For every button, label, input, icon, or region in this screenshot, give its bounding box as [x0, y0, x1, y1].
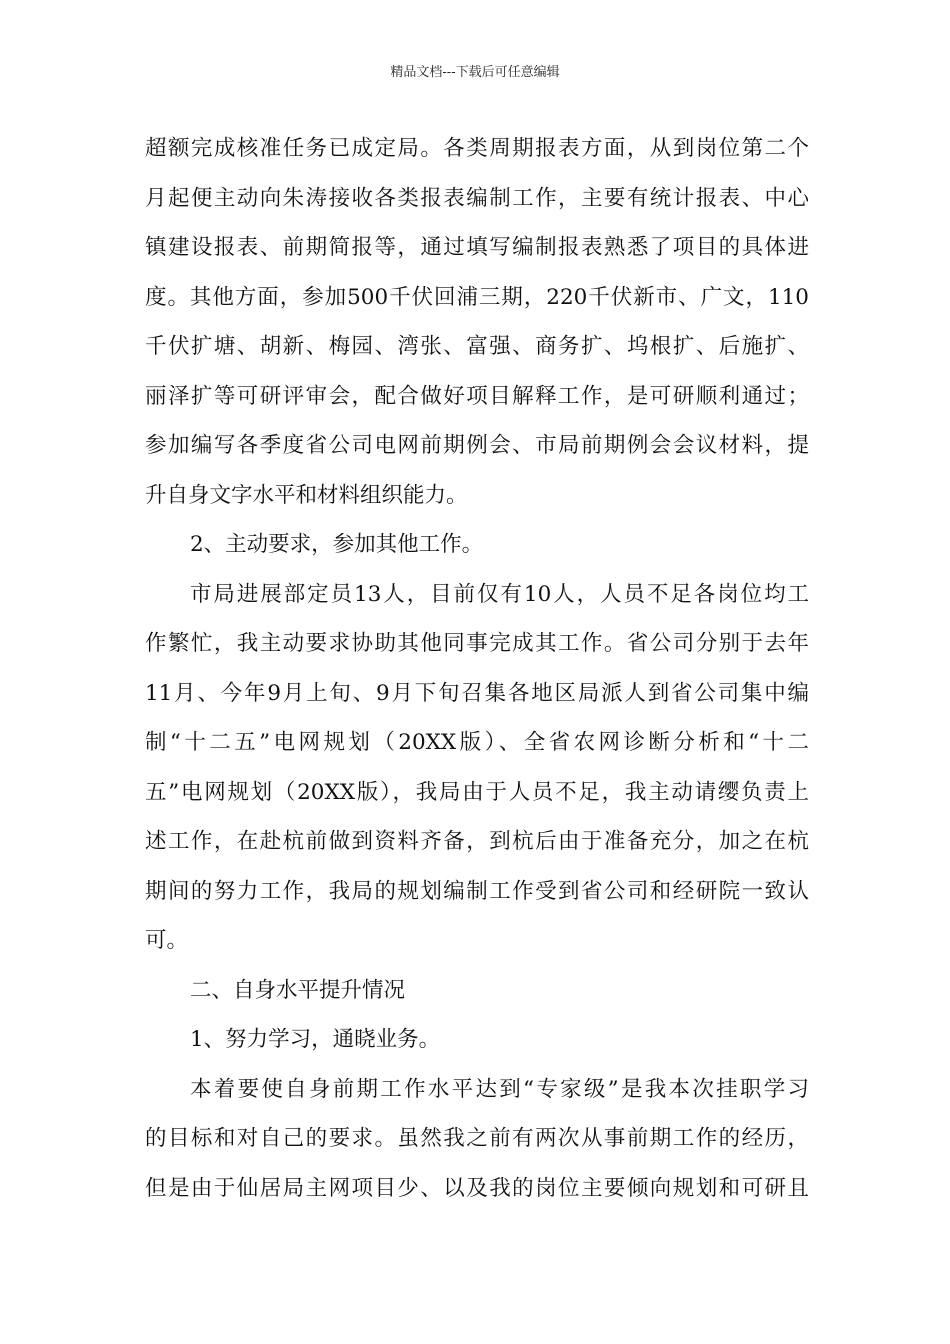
text-line: 超额完成核准任务已成定局。各类周期报表方面，从到岗位第二个	[145, 136, 809, 161]
text-line: 千伏扩塘、胡新、梅园、湾张、富强、商务扩、坞根扩、后施扩、	[145, 334, 809, 359]
text-line: 的目标和对自己的要求。虽然我之前有两次从事前期工作的经历，	[145, 1126, 809, 1151]
text-line: 市局进展部定员13人，目前仅有10人，人员不足各岗位均工	[190, 581, 809, 607]
text-line: 可。	[145, 928, 189, 953]
document-body	[145, 124, 809, 1213]
text-line: 1、努力学习，通晓业务。	[190, 1027, 441, 1052]
text-line: 11月、今年9月上旬、9月下旬召集各地区局派人到省公司集中编	[145, 680, 809, 706]
text-line: 丽泽扩等可研评审会，配合做好项目解释工作，是可研顺利通过；	[145, 383, 809, 409]
text-line: 2、主动要求，参加其他工作。	[190, 532, 484, 557]
text-line: 述工作，在赴杭前做到资料齐备，到杭后由于准备充分，加之在杭	[145, 829, 809, 854]
text-line: 月起便主动向朱涛接收各类报表编制工作，主要有统计报表、中心	[145, 185, 809, 211]
text-line: 但是由于仙居局主网项目少、以及我的岗位主要倾向规划和可研且	[145, 1175, 809, 1201]
text-line: 五”电网规划（20XX版），我局由于人员不足，我主动请缨负责上	[145, 779, 809, 805]
text-line: 度。其他方面，参加500千伏回浦三期，220千伏新市、广文，110	[145, 284, 809, 310]
text-line: 作繁忙，我主动要求协助其他同事完成其工作。省公司分别于去年	[145, 631, 809, 656]
text-line: 升自身文字水平和材料组织能力。	[145, 482, 468, 508]
text-line: 二、自身水平提升情况	[190, 977, 406, 1003]
page-header: 精品文档---下载后可任意编辑	[390, 65, 560, 80]
text-line: 参加编写各季度省公司电网前期例会、市局前期例会会议材料，提	[145, 433, 809, 458]
text-line: 期间的努力工作，我局的规划编制工作受到省公司和经研院一致认	[145, 878, 809, 904]
text-line: 制“十二五”电网规划（20XX版）、全省农网诊断分析和“十二	[145, 730, 809, 755]
text-line: 本着要使自身前期工作水平达到“专家级”是我本次挂职学习	[190, 1076, 809, 1102]
text-line: 镇建设报表、前期简报等，通过填写编制报表熟悉了项目的具体进	[145, 235, 809, 260]
